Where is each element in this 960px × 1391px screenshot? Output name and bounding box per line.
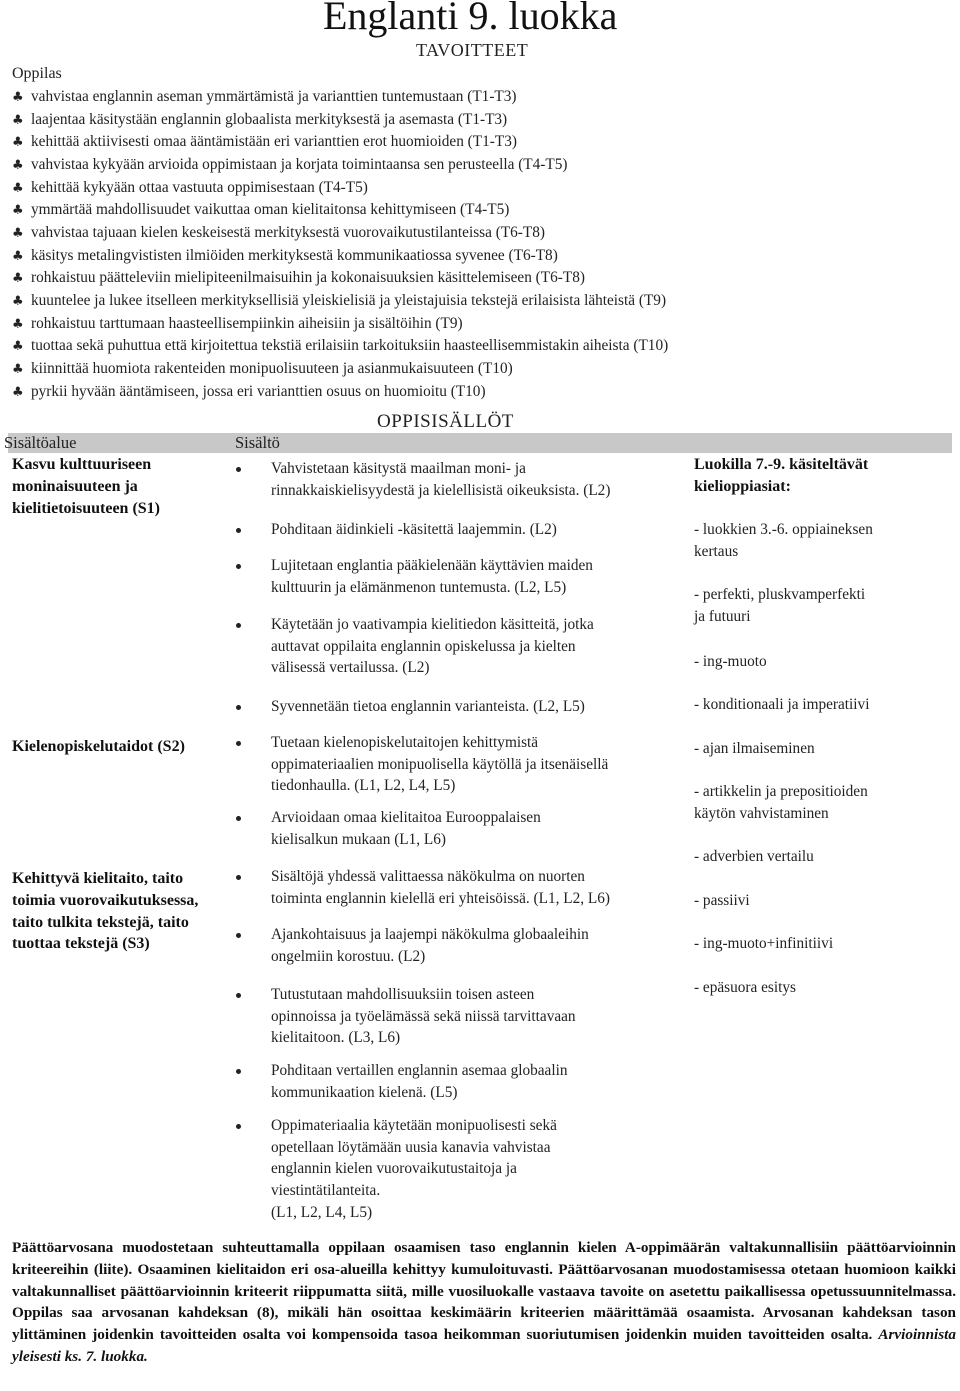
club-suit-icon: ♣	[12, 248, 24, 264]
club-suit-icon: ♣	[12, 361, 24, 377]
grammar-item: - ing-muoto	[694, 653, 767, 670]
pupil-label: Oppilas	[12, 65, 62, 82]
content-item-text: Vahvistetaan käsitystä maailman moni- ja rinnakkaiskielisyydestä ja kielellisistä oikeuksista. (L2)	[271, 460, 611, 499]
grammar-item: - luokkien 3.-6. oppiaineksen kertaus	[694, 521, 873, 560]
content-area-s1: Kasvu kulttuuriseen moninaisuuteen ja kielitietoisuuteen (S1)	[12, 456, 160, 517]
content-item-text: Tuetaan kielenopiskelutaitojen kehittymistä oppimateriaalien monipuolisella käytöllä ja itsenäisellä tiedonhaulla. (L1, L2, L4, L5)	[271, 734, 609, 795]
goal-item	[12, 335, 668, 358]
goal-text: ymmärtää mahdollisuudet vaikuttaa oman kielitaitonsa kehittymiseen (T4-T5)	[31, 201, 510, 219]
goal-item	[12, 154, 668, 177]
bullet-icon	[236, 1069, 241, 1074]
club-suit-icon: ♣	[12, 316, 24, 332]
club-suit-icon: ♣	[12, 339, 24, 355]
bullet-icon	[236, 705, 241, 710]
grammar-item: - ajan ilmaiseminen	[694, 740, 815, 757]
bullet-icon	[236, 816, 241, 821]
goal-text: vahvistaa tajuaan kielen keskeisestä merkityksestä vuorovaikutustilanteissa (T6-T8)	[31, 223, 545, 241]
contents-heading: OPPISISÄLLÖT	[377, 411, 514, 432]
goal-item	[12, 109, 668, 132]
club-suit-icon: ♣	[12, 135, 24, 151]
bullet-icon	[236, 741, 241, 746]
goal-item	[12, 381, 668, 404]
goal-item	[12, 267, 668, 290]
bullet-icon	[236, 993, 241, 998]
club-suit-icon: ♣	[12, 90, 24, 105]
goal-text: pyrkii hyvään ääntämiseen, jossa eri varianttien osuus on huomioitu (T10)	[31, 382, 486, 400]
goal-item	[12, 199, 668, 222]
content-item-text: Arvioidaan omaa kielitaitoa Eurooppalaisen kielisalkun mukaan (L1, L6)	[271, 809, 541, 848]
content-area-s3: Kehittyvä kielitaito, taito toimia vuorovaikutuksessa, taito tulkita tekstejä, taito tuottaa tekstejä (S3)	[12, 870, 199, 953]
club-suit-icon: ♣	[12, 180, 24, 196]
goal-text: laajentaa käsitystään englannin globaalista merkityksestä ja asemasta (T1-T3)	[31, 110, 508, 128]
assessment-paragraph	[12, 1237, 956, 1368]
column-header-content: Sisältö	[235, 433, 280, 452]
club-suit-icon: ♣	[12, 384, 24, 400]
bullet-icon	[236, 875, 241, 880]
grammar-item: - adverbien vertailu	[694, 848, 814, 865]
goal-item	[12, 358, 668, 381]
grammar-item: - passiivi	[694, 892, 750, 909]
club-suit-icon: ♣	[12, 203, 24, 219]
content-item-text: Syvennetään tietoa englannin varianteista. (L2, L5)	[271, 698, 585, 715]
bullet-icon	[236, 528, 241, 533]
grammar-item: - perfekti, pluskvamperfekti ja futuuri	[694, 586, 866, 625]
goals-heading: TAVOITTEET	[416, 40, 529, 60]
page-title: Englanti 9. luokka	[323, 0, 618, 38]
content-item-text: Tutustutaan mahdollisuuksiin toisen asteen opinnoissa ja työelämässä sekä niissä tarvittavaan kielitaitoon. (L3, L6)	[271, 986, 576, 1047]
bullet-icon	[236, 564, 241, 569]
content-item-text: Ajankohtaisuus ja laajempi näkökulma globaaleihin ongelmiin korostuu. (L2)	[271, 926, 589, 965]
content-area-s2: Kielenopiskelutaidot (S2)	[12, 738, 185, 755]
assessment-text: Päättöarvosana muodostetaan suhteuttamalla oppilaan osaamisen taso englannin kielen A-oppimäärän valtakunnallisiin päättöarvioinnin kriteereihin (liite). Osaaminen kielitaidon eri osa-alueilla kehittyy kumuloituvasti. Päättöarvosanan muodostamisessa otetaan huomioon kaikki valtakunnalliset päättöarvioinnin kriteerit riippumatta siitä, mille vuosiluokalle vastaava tavoite on asetettu paikallisessa opetussuunnitelmassa. Oppilas saa arvosanan kahdeksan (8), mikäli hän osoittaa keskimäärin kriteerien määrittämää osaamista. Arvosanan kahdeksan tason ylittäminen joidenkin tavoitteiden osalta voi kompensoida tasoa heikomman suoriutumisen joidenkin muiden tavoitteiden osalta.	[12, 1239, 956, 1344]
grammar-item: - artikkelin ja prepositioiden käytön vahvistaminen	[694, 783, 868, 822]
goal-text: vahvistaa kykyään arvioida oppimistaan ja korjata toimintaansa sen perusteella (T4-T5)	[31, 155, 568, 173]
goal-item	[12, 245, 668, 268]
club-suit-icon: ♣	[12, 293, 24, 309]
club-suit-icon: ♣	[12, 157, 24, 173]
grammar-item: - ing-muoto+infinitiivi	[694, 935, 834, 952]
grammar-title: Luokilla 7.-9. käsiteltävät kielioppiasiat:	[694, 456, 869, 495]
goal-text: vahvistaa englannin aseman ymmärtämistä ja varianttien tuntemustaan (T1-T3)	[31, 88, 517, 105]
goal-item	[12, 86, 668, 109]
club-suit-icon: ♣	[12, 225, 24, 241]
column-header-area: Sisältöalue	[4, 433, 77, 452]
assessment-reference: Arvioinnista yleisesti ks. 7. luokka.	[12, 1326, 956, 1365]
goal-item	[12, 131, 668, 154]
goal-item	[12, 222, 668, 245]
goal-text: rohkaistuu päätteleviin mielipiteenilmaisuihin ja kokonaisuuksien käsittelemiseen (T6-T8)	[31, 269, 585, 287]
bullet-icon	[236, 623, 241, 628]
goal-text: rohkaistuu tarttumaan haasteellisempiinkin aiheisiin ja sisältöihin (T9)	[31, 314, 463, 332]
goals-list	[12, 86, 668, 403]
grammar-item: - konditionaali ja imperatiivi	[694, 696, 870, 713]
goal-text: kuuntelee ja lukee itselleen merkityksellisiä yleiskielisiä ja yleistajuisia tekstejä erilaisista lähteistä (T9)	[31, 291, 667, 309]
goal-text: kiinnittää huomiota rakenteiden monipuolisuuteen ja asianmukaisuuteen (T10)	[31, 359, 513, 377]
content-item-text: Lujitetaan englantia pääkielenään käyttävien maiden kulttuurin ja elämänmenon tuntemusta. (L2, L5)	[271, 557, 593, 596]
bullet-icon	[236, 933, 241, 938]
goal-item	[12, 313, 668, 336]
content-item-text: Pohditaan vertaillen englannin asemaa globaalin kommunikaation kielenä. (L5)	[271, 1062, 568, 1101]
bullet-icon	[236, 1124, 241, 1129]
goal-text: kehittää aktiivisesti omaa ääntämistään eri varianttien erot huomioiden (T1-T3)	[31, 133, 517, 151]
bullet-icon	[236, 467, 241, 472]
grammar-item: - epäsuora esitys	[694, 979, 796, 996]
content-item-text: Sisältöjä yhdessä valittaessa näkökulma on nuorten toiminta englannin kielellä eri yhteisöissä. (L1, L2, L6)	[271, 868, 610, 907]
goal-item	[12, 177, 668, 200]
content-item-text: Käytetään jo vaativampia kielitiedon käsitteitä, jotka auttavat oppilaita englannin opiskelussa ja kielten välisessä vertailussa. (L2)	[271, 616, 594, 677]
goal-text: tuottaa sekä puhuttua että kirjoitettua tekstiä erilaisiin tarkoituksiin haasteellisemmistakin aiheista (T10)	[31, 337, 669, 355]
table-header-bar	[8, 433, 952, 453]
content-item-text: Oppimateriaalia käytetään monipuolisesti sekä opetellaan löytämään uusia kanavia vahvistaa englannin kielen vuorovaikutustaitoja ja viestintätilanteita. (L1, L2, L4, L5)	[271, 1117, 557, 1221]
club-suit-icon: ♣	[12, 112, 24, 128]
goal-text: kehittää kykyään ottaa vastuuta oppimisestaan (T4-T5)	[31, 178, 368, 196]
club-suit-icon: ♣	[12, 271, 24, 287]
goal-item	[12, 290, 668, 313]
goal-text: käsitys metalingvististen ilmiöiden merkityksestä kommunikaatiossa syvenee (T6-T8)	[31, 246, 558, 264]
content-item-text: Pohditaan äidinkieli -käsitettä laajemmin. (L2)	[271, 521, 557, 538]
